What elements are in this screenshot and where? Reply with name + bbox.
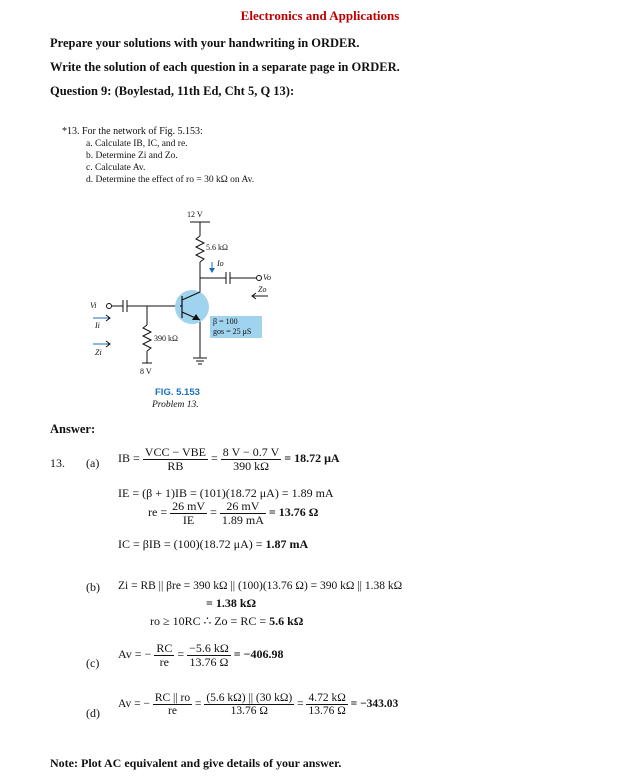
problem-item-d: d. Determine the effect of ro = 30 kΩ on Av.: [86, 175, 255, 185]
problem-item-c: c. Calculate Av.: [86, 163, 146, 173]
answer-number: 13.: [50, 456, 65, 470]
vee-label: 8 V: [140, 367, 152, 376]
document-title: Electronics and Applications: [240, 8, 400, 23]
part-b-zi-result: = 1.38 kΩ: [206, 596, 257, 610]
part-b-zo: ro ≥ 10RC ∴ Zo = RC = 5.6 kΩ: [150, 614, 304, 628]
note: Note: Plot AC equivalent and give details of your answer.: [50, 756, 342, 770]
ii-label: Ii: [95, 321, 100, 330]
rb-label: 390 kΩ: [154, 334, 178, 343]
part-a-ib: IB = $\frac{\text{VCC − VBE}}{RB}$ = $\frac{8 V - 0.7 V}{390 k\Omega}$ = 18.72 μA: [118, 445, 340, 473]
problem-item-b: b. Determine Zi and Zo.: [86, 151, 178, 161]
part-a-label: (a): [86, 456, 100, 470]
part-a-re: re = $\frac{26 mV}{IE}$ = $\frac{26 mV}{1.89 mA}$ = 13.76 Ω: [148, 499, 319, 527]
gos-label: gos = 25 μS: [213, 327, 252, 336]
part-b-label: (b): [86, 580, 100, 594]
answer-label: Answer:: [50, 422, 96, 436]
part-d-label: (d): [86, 706, 100, 720]
beta-label: β = 100: [213, 317, 238, 326]
question-heading: Question 9: (Boylestad, 11th Ed, Cht 5, Q 13):: [50, 84, 295, 98]
figure-number: FIG. 5.153: [155, 387, 200, 398]
problem-item-a: a. Calculate IB, IC, and re.: [86, 139, 188, 149]
part-a-ie: IE = (β + 1)IB = (101)(18.72 μA) = 1.89 mA: [118, 486, 334, 500]
zo-label: Zo: [258, 285, 267, 294]
rc-label: 5.6 kΩ: [206, 243, 228, 252]
part-c-label: (c): [86, 656, 100, 670]
problem-header: *13. For the network of Fig. 5.153:: [62, 126, 203, 137]
part-a-ic: IC = βIB = (100)(18.72 μA) = 1.87 mA: [118, 537, 309, 551]
io-label: Io: [217, 259, 224, 268]
vcc-label: 12 V: [187, 210, 203, 219]
zi-label: Zi: [95, 348, 102, 357]
instruction-1: Prepare your solutions with your handwriting in ORDER.: [50, 36, 360, 50]
vo-label: Vo: [263, 273, 271, 282]
part-d-av: Av = − $\frac{RC || ro}{re}$ = $\frac{(5.6 k\Omega) || (30 k\Omega)}{13.76 \Omega}$ = $\frac{4.72 k\Omega}{13.76 \Omega}$ = −343.03: [118, 692, 399, 718]
vi-label: Vi: [90, 301, 97, 310]
instruction-2: Write the solution of each question in a separate page in ORDER.: [50, 60, 400, 74]
figure-caption: Problem 13.: [152, 400, 199, 410]
part-c-av: Av = − $\frac{RC}{re}$ = $\frac{-5.6 k\Omega}{13.76 \Omega}$ = −406.98: [118, 641, 284, 669]
part-b-zi: Zi = RB || βre = 390 kΩ || (100)(13.76 Ω) = 390 kΩ || 1.38 kΩ: [118, 580, 403, 592]
